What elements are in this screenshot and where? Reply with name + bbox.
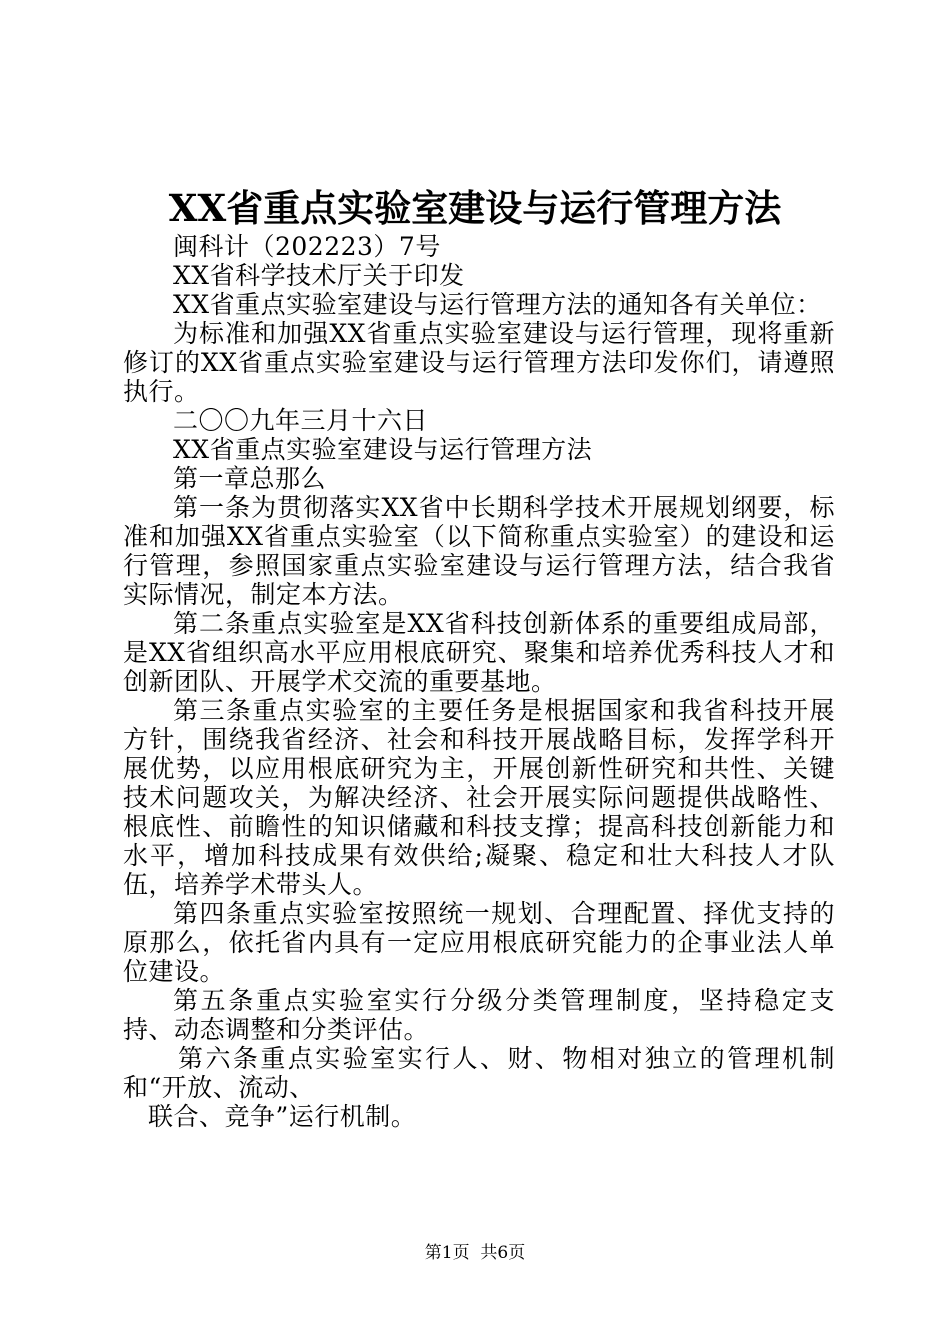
notice-heading-line-1: XX省科学技术厅关于印发 [173, 261, 465, 290]
article-1: 第一条为贯彻落实XX省中长期科学技术开展规划纲要，标准和加强XX省重点实验室（以下简称重点实验室）的建设和运行管理，参照国家重点实验室建设与运行管理方法，结合我省实际情况，制定本方法。 [123, 493, 835, 609]
notice-date: 二〇〇九年三月十六日 [173, 406, 429, 435]
article-4: 第四条重点实验室按照统一规划、合理配置、择优支持的原那么，依托省内具有一定应用根底研究能力的企事业法人单位建设。 [123, 899, 835, 986]
article-2: 第二条重点实验室是XX省科技创新体系的重要组成局部，是XX省组织高水平应用根底研究、聚集和培养优秀科技人才和创新团队、开展学术交流的重要基地。 [123, 609, 835, 696]
notice-heading-line-2: XX省重点实验室建设与运行管理方法的通知各有关单位： [173, 290, 822, 319]
document-title: XX省重点实验室建设与运行管理方法 [168, 186, 782, 230]
article-6: 第六条重点实验室实行人、财、物相对独立的管理机制和“开放、流动、 [123, 1044, 835, 1102]
article-6-continued: 联合、竞争”运行机制。 [148, 1102, 417, 1131]
article-3: 第三条重点实验室的主要任务是根据国家和我省科技开展方针，围绕我省经济、社会和科技开展战略目标，发挥学科开展优势，以应用根底研究为主，开展创新性研究和共性、关键技术问题攻关，为解决经济、社会开展实际问题提供战略性、根底性、前瞻性的知识储藏和科技支撑；提高科技创新能力和水平，增加科技成果有效供给;凝聚、稳定和壮大科技人才队伍，培养学术带头人。 [123, 696, 835, 899]
chapter-heading: 第一章总那么 [173, 464, 327, 493]
page-footer: 第1页 共6页 [424, 1243, 526, 1263]
document-body [123, 232, 835, 1131]
rules-title: XX省重点实验室建设与运行管理方法 [173, 435, 593, 464]
document-number: 闽科计（202223）7号 [173, 232, 441, 261]
article-5: 第五条重点实验室实行分级分类管理制度，坚持稳定支持、动态调整和分类评估。 [123, 986, 835, 1044]
notice-body: 为标准和加强XX省重点实验室建设与运行管理，现将重新修订的XX省重点实验室建设与运行管理方法印发你们，请遵照执行。 [123, 319, 835, 406]
